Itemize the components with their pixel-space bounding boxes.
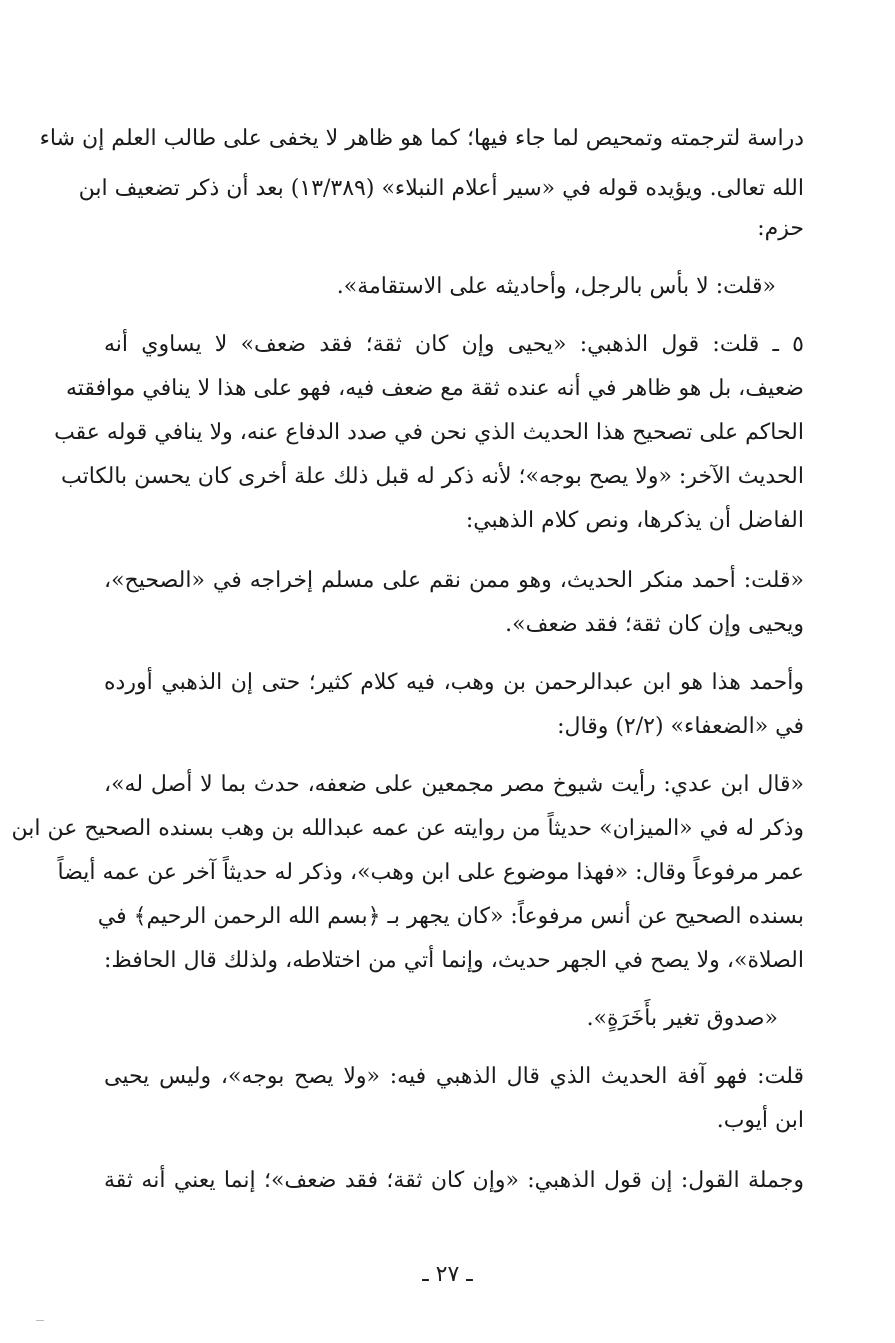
text-line: في «الضعفاء» (٢/٢) وقال:: [557, 714, 804, 739]
page-number: ـ ٢٧ ـ: [422, 1262, 473, 1287]
text-line: وجملة القول: إن قول الذهبي: «وإن كان ثقة؛ فقد ضعف»؛ إنما يعني أنه ثقة: [104, 1168, 804, 1193]
text-line: دراسة لترجمته وتمحيص لما جاء فيها؛ كما هو ظاهر لا يخفى على طالب العلم إن شاء: [39, 126, 804, 151]
text-line: بسنده الصحيح عن أنس مرفوعاً: «كان يجهر بـ ﴿بسم الله الرحمن الرحيم﴾ في: [97, 904, 804, 929]
text-line: الحديث الآخر: «ولا يصح بوجه»؛ لأنه ذكر له قبل ذلك علة أخرى كان يحسن بالكاتب: [60, 464, 804, 489]
text-line: الصلاة»، ولا يصح في الجهر حديث، وإنما أتي من اختلاطه، ولذلك قال الحافظ:: [104, 948, 804, 973]
text-line: الله تعالى. ويؤيده قوله في «سير أعلام النبلاء» (١٣/٣٨٩) بعد أن ذكر تضعيف ابن: [78, 176, 804, 201]
text-line: الحاكم على تصحيح هذا الحديث الذي نحن في صدد الدفاع عنه، ولا ينافي قوله عقب: [54, 420, 804, 445]
quote-line: «قلت: لا بأس بالرجل، وأحاديثه على الاستقامة».: [336, 274, 776, 299]
text-line: ٥ ـ قلت: قول الذهبي: «يحيى وإن كان ثقة؛ فقد ضعف» لا يساوي أنه: [104, 332, 804, 357]
text-line: ابن أيوب.: [716, 1108, 804, 1133]
quote-line: «قلت: أحمد منكر الحديث، وهو ممن نقم على مسلم إخراجه في «الصحيح»،: [104, 568, 804, 593]
scan-mark: [36, 1320, 44, 1321]
text-line: حزم:: [757, 216, 804, 241]
quote-line: ويحيى وإن كان ثقة؛ فقد ضعف».: [505, 612, 804, 637]
quote-line: «قال ابن عدي: رأيت شيوخ مصر مجمعين على ضعفه، حدث بما لا أصل له»،: [104, 772, 804, 797]
text-line: عمر مرفوعاً وقال: «فهذا موضوع على ابن وهب»، وذكر له حديثاً آخر عن عمه أيضاً: [57, 860, 804, 885]
quote-line: «صدوق تغير بأَخَرَةٍ».: [586, 1006, 778, 1031]
text-line: الفاضل أن يذكرها، ونص كلام الذهبي:: [465, 508, 804, 533]
text-line: قلت: فهو آفة الحديث الذي قال الذهبي فيه: «ولا يصح بوجه»، وليس يحيى: [104, 1064, 804, 1089]
text-line: وذكر له في «الميزان» حديثاً من روايته عن عمه عبدالله بن وهب بسنده الصحيح عن ابن: [11, 816, 804, 841]
text-line: وأحمد هذا هو ابن عبدالرحمن بن وهب، فيه كلام كثير؛ حتى إن الذهبي أورده: [104, 670, 804, 695]
text-line: ضعيف، بل هو ظاهر في أنه عنده ثقة مع ضعف فيه، فهو على هذا لا ينافي موافقته: [65, 376, 804, 401]
